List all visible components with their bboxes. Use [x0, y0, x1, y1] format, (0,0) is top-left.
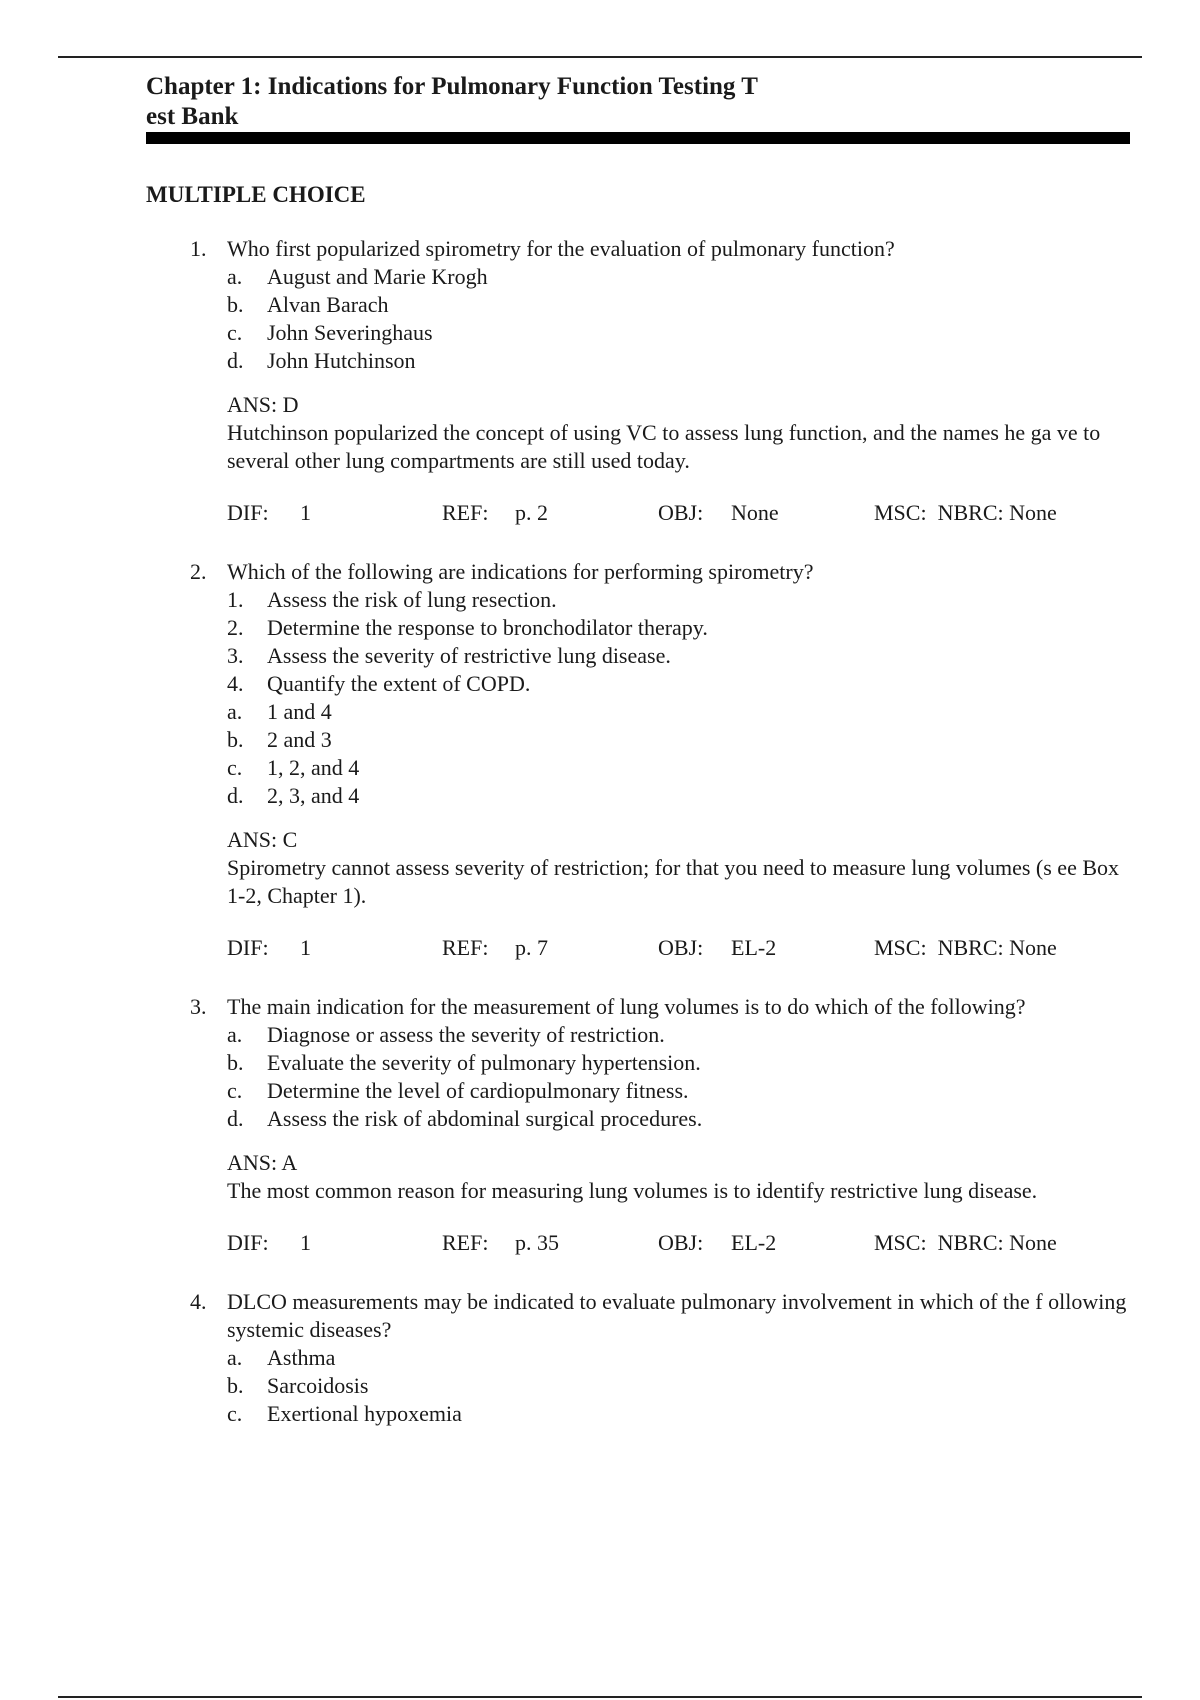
answer-options	[227, 1021, 1135, 1133]
ref-value: p. 35	[515, 1230, 559, 1255]
option-d: d. John Hutchinson	[227, 348, 416, 373]
title-line-2: est Bank	[146, 103, 239, 130]
answer-block	[227, 826, 1135, 910]
rationale: Hutchinson popularized the concept of using VC to assess lung function, and the names he ga ve to several other lung compartments are still used today.	[227, 420, 1101, 473]
question-text: DLCO measurements may be indicated to evaluate pulmonary involvement in which of the f ollowing systemic diseases?	[227, 1289, 1127, 1342]
option-b: b. Sarcoidosis	[227, 1373, 369, 1398]
title-underline-bar	[146, 132, 1130, 144]
ref-value: p. 2	[515, 500, 548, 525]
numbered-statements	[227, 586, 1135, 698]
statement-3: 3. Assess the severity of restrictive lung disease.	[227, 643, 671, 668]
dif-label: DIF:	[227, 935, 269, 960]
obj-value: None	[731, 500, 779, 525]
option-c: c. 1, 2, and 4	[227, 755, 360, 780]
answer-key: ANS: C	[227, 827, 298, 852]
question-number: 2.	[190, 559, 207, 584]
dif-value: 1	[300, 1230, 311, 1255]
question-text: Which of the following are indications for performing spirometry?	[227, 559, 814, 584]
question-metadata	[227, 499, 1135, 527]
option-b: b. Alvan Barach	[227, 292, 389, 317]
ref-label: REF:	[442, 1230, 489, 1255]
dif-value: 1	[300, 935, 311, 960]
rationale: The most common reason for measuring lung volumes is to identify restrictive lung disease.	[227, 1178, 1038, 1203]
option-b: b. Evaluate the severity of pulmonary hypertension.	[227, 1050, 701, 1075]
top-rule	[58, 56, 1142, 58]
obj-label: OBJ:	[658, 500, 704, 525]
obj-label: OBJ:	[658, 1230, 704, 1255]
answer-key: ANS: A	[227, 1150, 298, 1175]
question-number: 3.	[190, 994, 207, 1019]
question-3	[190, 993, 1135, 1257]
question-text: Who first popularized spirometry for the evaluation of pulmonary function?	[227, 236, 895, 261]
section-heading: MULTIPLE CHOICE	[146, 182, 366, 207]
rationale: Spirometry cannot assess severity of restriction; for that you need to measure lung volumes (s ee Box 1-2, Chapter 1).	[227, 855, 1120, 908]
option-d: d. Assess the risk of abdominal surgical procedures.	[227, 1106, 703, 1131]
answer-options	[227, 1344, 1135, 1428]
ref-label: REF:	[442, 500, 489, 525]
answer-options	[227, 698, 1135, 810]
ref-label: REF:	[442, 935, 489, 960]
option-c: c. Exertional hypoxemia	[227, 1401, 462, 1426]
statement-4: 4. Quantify the extent of COPD.	[227, 671, 531, 696]
question-2	[190, 558, 1135, 962]
option-a: a. Diagnose or assess the severity of restriction.	[227, 1022, 665, 1047]
answer-options	[227, 263, 1135, 375]
option-b: b. 2 and 3	[227, 727, 332, 752]
question-number: 4.	[190, 1289, 207, 1314]
question-1	[190, 235, 1135, 527]
msc-value: MSC: NBRC: None	[874, 935, 1057, 960]
msc-value: MSC: NBRC: None	[874, 1230, 1057, 1255]
answer-block	[227, 391, 1135, 475]
msc-value: MSC: NBRC: None	[874, 500, 1057, 525]
dif-label: DIF:	[227, 500, 269, 525]
option-c: c. John Severinghaus	[227, 320, 433, 345]
option-a: a. August and Marie Krogh	[227, 264, 488, 289]
question-4	[190, 1288, 1135, 1428]
title-line-1: Chapter 1: Indications for Pulmonary Function Testing T	[146, 73, 758, 100]
option-c: c. Determine the level of cardiopulmonary fitness.	[227, 1078, 689, 1103]
bottom-rule	[58, 1696, 1142, 1698]
obj-value: EL-2	[731, 935, 777, 960]
answer-key: ANS: D	[227, 392, 299, 417]
statement-2: 2. Determine the response to bronchodilator therapy.	[227, 615, 708, 640]
option-a: a. Asthma	[227, 1345, 336, 1370]
statement-1: 1. Assess the risk of lung resection.	[227, 587, 557, 612]
question-text: The main indication for the measurement of lung volumes is to do which of the following?	[227, 994, 1026, 1019]
obj-value: EL-2	[731, 1230, 777, 1255]
ref-value: p. 7	[515, 935, 548, 960]
page-title	[146, 72, 758, 132]
question-metadata	[227, 1229, 1135, 1257]
answer-block	[227, 1149, 1135, 1205]
option-d: d. 2, 3, and 4	[227, 783, 360, 808]
option-a: a. 1 and 4	[227, 699, 332, 724]
question-metadata	[227, 934, 1135, 962]
obj-label: OBJ:	[658, 935, 704, 960]
dif-label: DIF:	[227, 1230, 269, 1255]
question-number: 1.	[190, 236, 207, 261]
dif-value: 1	[300, 500, 311, 525]
